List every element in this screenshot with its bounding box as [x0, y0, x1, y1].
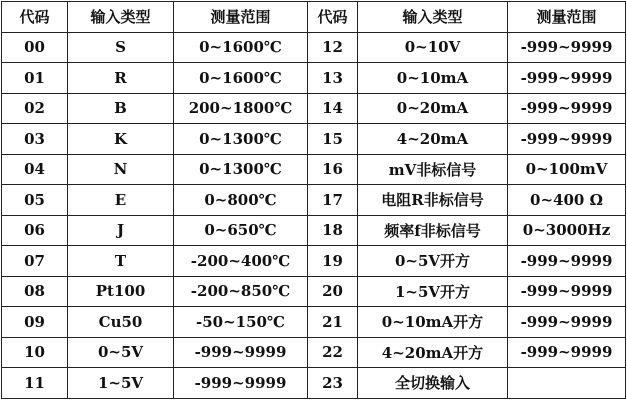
header-code-left: 代码 — [2, 2, 68, 33]
cell-range-right: 0~3000Hz — [508, 215, 626, 246]
cell-input-type-left: J — [68, 215, 174, 246]
cell-range-left: -50~150℃ — [174, 307, 308, 338]
cell-range-left: -200~400℃ — [174, 246, 308, 277]
cell-input-type-right: 1~5V开方 — [358, 276, 508, 307]
cell-range-right: 0~100mV — [508, 154, 626, 185]
cell-input-type-left: E — [68, 185, 174, 216]
cell-input-type-right: 0~10mA — [358, 63, 508, 94]
header-range-right: 测量范围 — [508, 2, 626, 33]
cell-code-left: 01 — [2, 63, 68, 94]
cell-code-left: 11 — [2, 368, 68, 399]
cell-input-type-right: 4~20mA开方 — [358, 337, 508, 368]
table-row — [2, 215, 626, 246]
cell-range-right: -999~9999 — [508, 93, 626, 124]
cell-range-left: 0~800℃ — [174, 185, 308, 216]
cell-code-right: 14 — [308, 93, 358, 124]
table-row — [2, 307, 626, 338]
cell-range-right: -999~9999 — [508, 32, 626, 63]
cell-range-right — [508, 368, 626, 399]
cell-code-left: 07 — [2, 246, 68, 277]
cell-code-right: 12 — [308, 32, 358, 63]
cell-input-type-right: 全切换输入 — [358, 368, 508, 399]
cell-input-type-left: Cu50 — [68, 307, 174, 338]
cell-input-type-left: N — [68, 154, 174, 185]
cell-input-type-right: 0~5V开方 — [358, 246, 508, 277]
cell-code-right: 20 — [308, 276, 358, 307]
cell-code-right: 13 — [308, 63, 358, 94]
cell-code-right: 22 — [308, 337, 358, 368]
cell-range-right: -999~9999 — [508, 337, 626, 368]
cell-range-left: 200~1800℃ — [174, 93, 308, 124]
cell-input-type-right: 频率f非标信号 — [358, 215, 508, 246]
cell-code-left: 06 — [2, 215, 68, 246]
cell-code-left: 08 — [2, 276, 68, 307]
table-row — [2, 154, 626, 185]
table-row — [2, 185, 626, 216]
cell-input-type-left: 1~5V — [68, 368, 174, 399]
table-row — [2, 246, 626, 277]
header-code-right: 代码 — [308, 2, 358, 33]
cell-range-right: 0~400 Ω — [508, 185, 626, 216]
cell-input-type-right: 4~20mA — [358, 124, 508, 155]
cell-input-type-left: 0~5V — [68, 337, 174, 368]
cell-input-type-left: T — [68, 246, 174, 277]
cell-input-type-right: 0~10V — [358, 32, 508, 63]
cell-range-left: 0~1600℃ — [174, 32, 308, 63]
table-row — [2, 32, 626, 63]
input-type-table — [1, 1, 626, 399]
cell-input-type-right: 0~20mA — [358, 93, 508, 124]
cell-range-left: 0~1600℃ — [174, 63, 308, 94]
cell-range-right: -999~9999 — [508, 246, 626, 277]
cell-input-type-left: R — [68, 63, 174, 94]
cell-code-left: 05 — [2, 185, 68, 216]
cell-input-type-right: 0~10mA开方 — [358, 307, 508, 338]
cell-code-left: 04 — [2, 154, 68, 185]
table-header-row — [2, 2, 626, 33]
cell-code-left: 03 — [2, 124, 68, 155]
cell-code-right: 18 — [308, 215, 358, 246]
cell-range-right: -999~9999 — [508, 124, 626, 155]
cell-range-right: -999~9999 — [508, 276, 626, 307]
cell-range-left: 0~1300℃ — [174, 124, 308, 155]
cell-code-left: 10 — [2, 337, 68, 368]
cell-code-right: 16 — [308, 154, 358, 185]
cell-range-left: -999~9999 — [174, 368, 308, 399]
cell-code-right: 21 — [308, 307, 358, 338]
cell-range-left: -200~850℃ — [174, 276, 308, 307]
input-type-table-container — [1, 1, 626, 399]
cell-code-right: 17 — [308, 185, 358, 216]
cell-code-right: 23 — [308, 368, 358, 399]
cell-input-type-left: B — [68, 93, 174, 124]
cell-input-type-right: mV非标信号 — [358, 154, 508, 185]
table-row — [2, 337, 626, 368]
header-input-type-left: 输入类型 — [68, 2, 174, 33]
cell-range-right: -999~9999 — [508, 63, 626, 94]
cell-input-type-left: K — [68, 124, 174, 155]
cell-code-left: 00 — [2, 32, 68, 63]
cell-code-right: 19 — [308, 246, 358, 277]
cell-code-left: 02 — [2, 93, 68, 124]
header-range-left: 测量范围 — [174, 2, 308, 33]
cell-input-type-right: 电阻R非标信号 — [358, 185, 508, 216]
cell-range-right: -999~9999 — [508, 307, 626, 338]
table-row — [2, 276, 626, 307]
cell-input-type-left: Pt100 — [68, 276, 174, 307]
cell-range-left: 0~1300℃ — [174, 154, 308, 185]
cell-code-left: 09 — [2, 307, 68, 338]
cell-range-left: -999~9999 — [174, 337, 308, 368]
table-row — [2, 93, 626, 124]
cell-range-left: 0~650℃ — [174, 215, 308, 246]
cell-input-type-left: S — [68, 32, 174, 63]
table-row — [2, 368, 626, 399]
table-row — [2, 63, 626, 94]
table-row — [2, 124, 626, 155]
header-input-type-right: 输入类型 — [358, 2, 508, 33]
cell-code-right: 15 — [308, 124, 358, 155]
